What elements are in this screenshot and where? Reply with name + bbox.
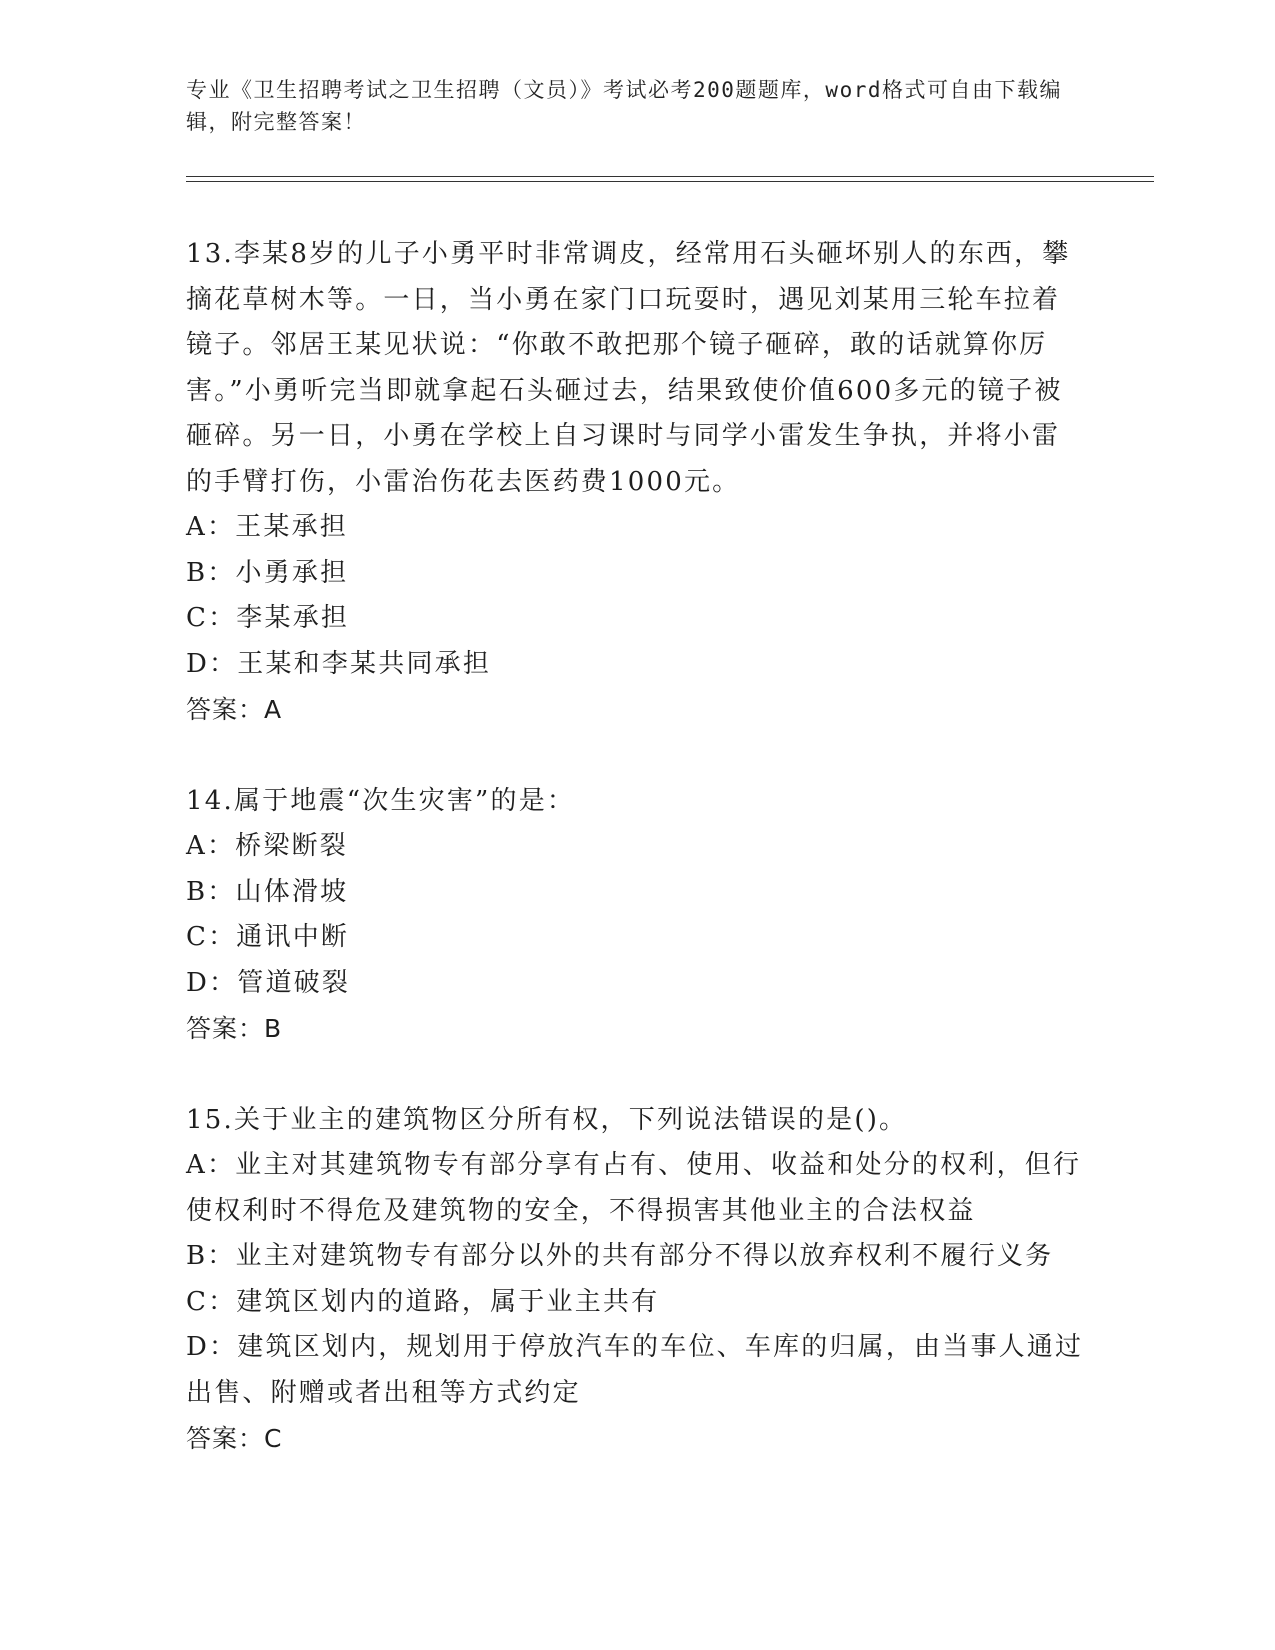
option-d: D：管道破裂 bbox=[186, 967, 351, 998]
option-a: A：业主对其建筑物专有部分享有占有、使用、收益和处分的权利，但行使权利时不得危及建筑物的安全，不得损害其他业主的合法权益 bbox=[186, 1150, 1082, 1226]
header-rule-bottom bbox=[186, 181, 1154, 182]
question-15 bbox=[186, 1098, 1086, 1462]
option-d: D：建筑区划内，规划用于停放汽车的车位、车库的归属，由当事人通过出售、附赠或者出租等方式约定 bbox=[186, 1332, 1084, 1408]
option-b: B：山体滑坡 bbox=[186, 876, 349, 907]
question-stem: 14.属于地震“次生灾害”的是： bbox=[186, 785, 576, 816]
option-b: B：业主对建筑物专有部分以外的共有部分不得以放弃权利不履行义务 bbox=[186, 1241, 1054, 1271]
option-a: A：王某承担 bbox=[186, 512, 348, 542]
option-c: C：建筑区划内的道路，属于业主共有 bbox=[186, 1286, 660, 1317]
document-header: 专业《卫生招聘考试之卫生招聘（文员）》考试必考200题题库，word格式可自由下载编辑，附完整答案！ bbox=[186, 78, 1062, 134]
question-list bbox=[186, 232, 1086, 1462]
header-rule-top bbox=[186, 176, 1154, 177]
answer-line: 答案：C bbox=[186, 1424, 283, 1453]
answer-line: 答案：A bbox=[186, 695, 283, 724]
question-14 bbox=[186, 779, 1086, 1052]
question-stem: 13.李某8岁的儿子小勇平时非常调皮，经常用石头砸坏别人的东西，攀摘花草树木等。一日，当小勇在家门口玩耍时，遇见刘某用三轮车拉着镜子。邻居王某见状说：“你敢不敢把那个镜子砸碎，敢的话就算你厉害。”小勇听完当即就拿起石头砸过去，结果致使价值600多元的镜子被砸碎。另一日，小勇在学校上自习课时与同学小雷发生争执，并将小雷的手臂打伤，小雷治伤花去医药费1000元。 bbox=[186, 239, 1071, 497]
option-a: A：桥梁断裂 bbox=[186, 831, 348, 861]
answer-line: 答案：B bbox=[186, 1014, 283, 1043]
option-c: C：通讯中断 bbox=[186, 922, 350, 952]
question-stem: 15.关于业主的建筑物区分所有权，下列说法错误的是()。 bbox=[186, 1104, 908, 1135]
option-d: D：王某和李某共同承担 bbox=[186, 648, 492, 679]
question-13 bbox=[186, 232, 1086, 733]
option-c: C：李某承担 bbox=[186, 603, 350, 633]
option-b: B：小勇承担 bbox=[186, 557, 349, 588]
